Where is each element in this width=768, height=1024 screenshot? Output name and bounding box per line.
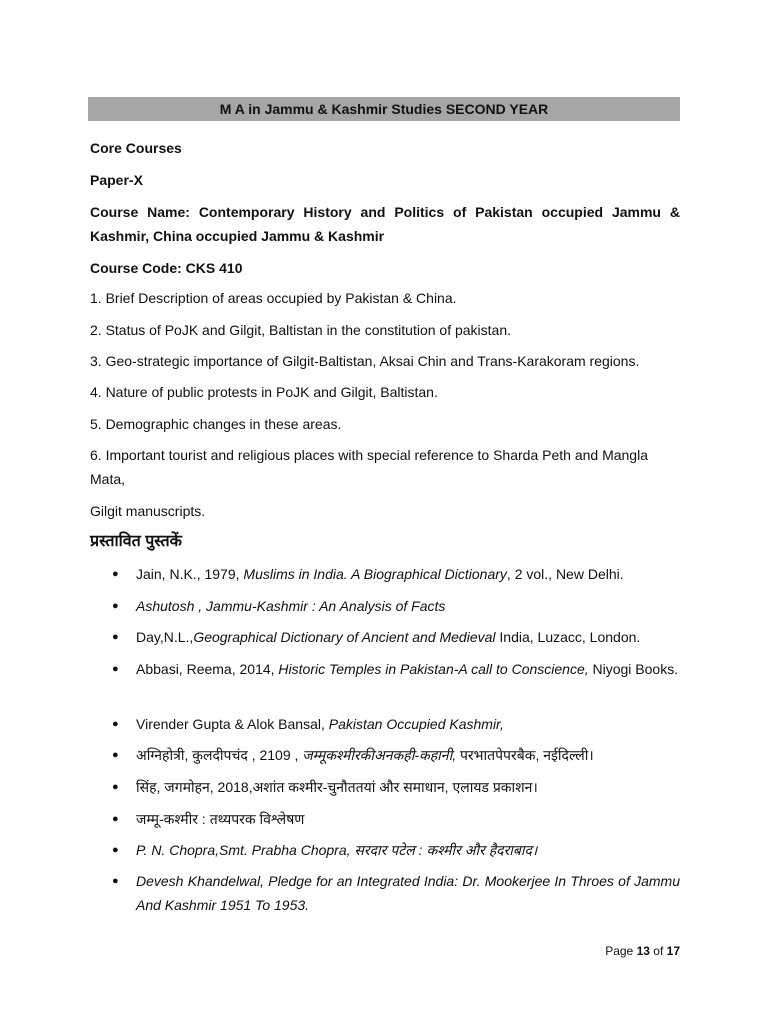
course-code: Course Code: CKS 410 xyxy=(90,260,243,276)
bullet-icon: ● xyxy=(112,663,119,675)
document-title: M A in Jammu & Kashmir Studies SECOND YEAR xyxy=(88,97,680,121)
unit-item: 2. Status of PoJK and Gilgit, Baltistan in the constitution of pakistan. xyxy=(90,322,512,338)
bullet-icon: ● xyxy=(112,781,119,793)
unit-item: 3. Geo-strategic importance of Gilgit-Baltistan, Aksai Chin and Trans-Karakoram regions. xyxy=(90,353,640,369)
bullet-icon: ● xyxy=(112,568,119,580)
paper-heading: Paper-X xyxy=(90,172,143,188)
core-courses-heading: Core Courses xyxy=(90,140,182,156)
unit-item: 6. Important tourist and religious places with special reference to Sharda Peth and Mangla Mata, xyxy=(90,447,648,487)
page-number: Page 13 of 17 xyxy=(605,944,680,958)
unit-item: 1. Brief Description of areas occupied by Pakistan & China. xyxy=(90,290,457,306)
unit-item: Gilgit manuscripts. xyxy=(90,503,206,519)
bullet-icon: ● xyxy=(112,600,119,612)
bullet-icon: ● xyxy=(112,813,119,825)
bullet-icon: ● xyxy=(112,631,119,643)
bullet-icon: ● xyxy=(112,749,119,761)
references-heading: प्रस्तावित पुस्तकें xyxy=(90,533,182,550)
course-name: Course Name: Contemporary History and Politics of Pakistan occupied Jammu & Kashmir, China occupied Jammu & Kashmir xyxy=(90,204,680,244)
unit-item: 5. Demographic changes in these areas. xyxy=(90,416,342,432)
bullet-icon: ● xyxy=(112,718,119,730)
bullet-icon: ● xyxy=(112,844,119,856)
unit-item: 4. Nature of public protests in PoJK and Gilgit, Baltistan. xyxy=(90,384,438,400)
bullet-icon: ● xyxy=(112,875,119,887)
